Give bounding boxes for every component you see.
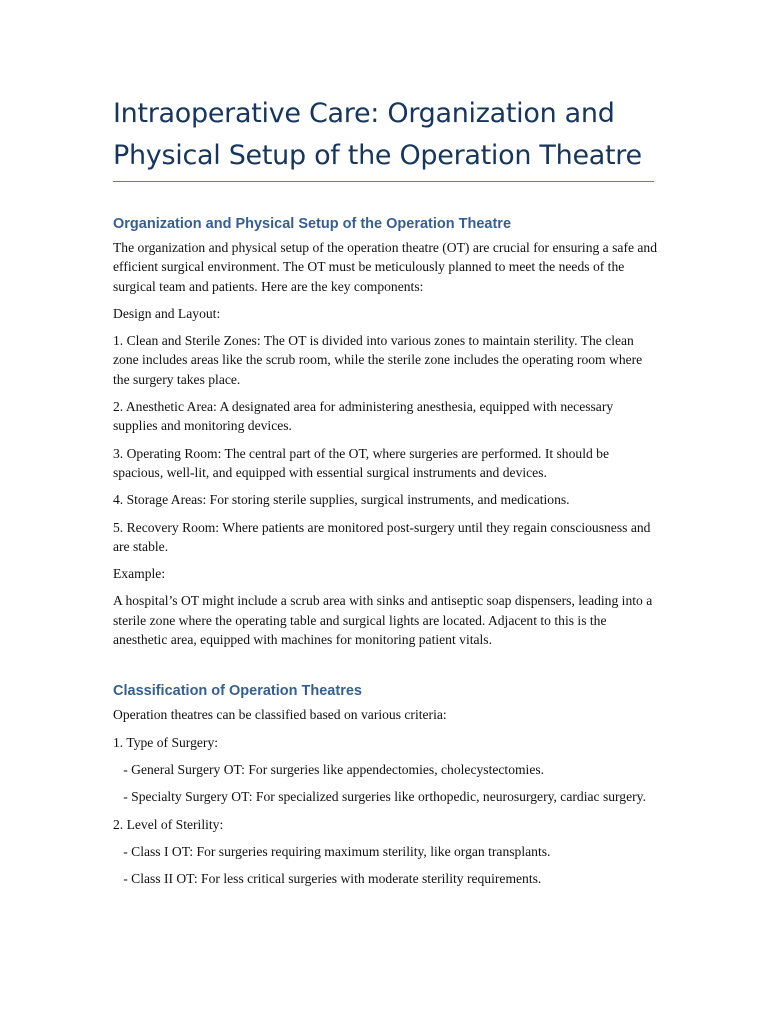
list-item-type-of-surgery: 1. Type of Surgery: [113,734,219,750]
sub-item-class-ii-ot: - Class II OT: For less critical surgeries with moderate sterility requirements. [113,871,542,887]
section-heading-organization: Organization and Physical Setup of the Operation Theatre [113,216,512,232]
list-item-storage-areas: 4. Storage Areas: For storing sterile supplies, surgical instruments, and medications. [113,492,570,508]
design-layout-label: Design and Layout: [113,305,221,321]
list-item-operating-room: 3. Operating Room: The central part of the OT, where surgeries are performed. It should be spacious, well-lit, and equipped with essential surgical instruments and devices. [113,445,610,480]
list-item-clean-sterile-zones: 1. Clean and Sterile Zones: The OT is divided into various zones to maintain sterility. The clean zone includes areas like the scrub room, while the sterile zone includes the operating room where the surgery takes place. [113,333,643,387]
list-item-anesthetic-area: 2. Anesthetic Area: A designated area for administering anesthesia, equipped with necessary supplies and monitoring devices. [113,399,614,434]
classification-intro: Operation theatres can be classified based on various criteria: [113,707,447,723]
section-heading-classification: Classification of Operation Theatres [113,683,362,700]
sub-item-class-i-ot: - Class I OT: For surgeries requiring maximum sterility, like organ transplants. [113,843,551,859]
title-underline [113,181,654,182]
sub-item-general-surgery-ot: - General Surgery OT: For surgeries like appendectomies, cholecystectomies. [113,761,545,777]
document-body [113,93,658,896]
example-paragraph: A hospital’s OT might include a scrub area with sinks and antiseptic soap dispensers, leading into a sterile zone where the operating table and surgical lights are located. Adjacent to this is the anesthetic area, equipped with machines for monitoring patient vitals. [113,593,653,648]
list-item-level-of-sterility: 2. Level of Sterility: [113,816,224,832]
document-title: Intraoperative Care: Organization and Physical Setup of the Operation Theatre [113,98,642,171]
intro-paragraph: The organization and physical setup of the operation theatre (OT) are crucial for ensuring a safe and efficient surgical environment. The OT must be meticulously planned to meet the needs of the surgical team and patients. Here are the key components: [113,240,658,294]
sub-item-specialty-surgery-ot: - Specialty Surgery OT: For specialized surgeries like orthopedic, neurosurgery, cardiac surgery. [113,789,646,805]
example-label: Example: [113,566,166,582]
list-item-recovery-room: 5. Recovery Room: Where patients are monitored post-surgery until they regain consciousness and are stable. [113,519,651,554]
